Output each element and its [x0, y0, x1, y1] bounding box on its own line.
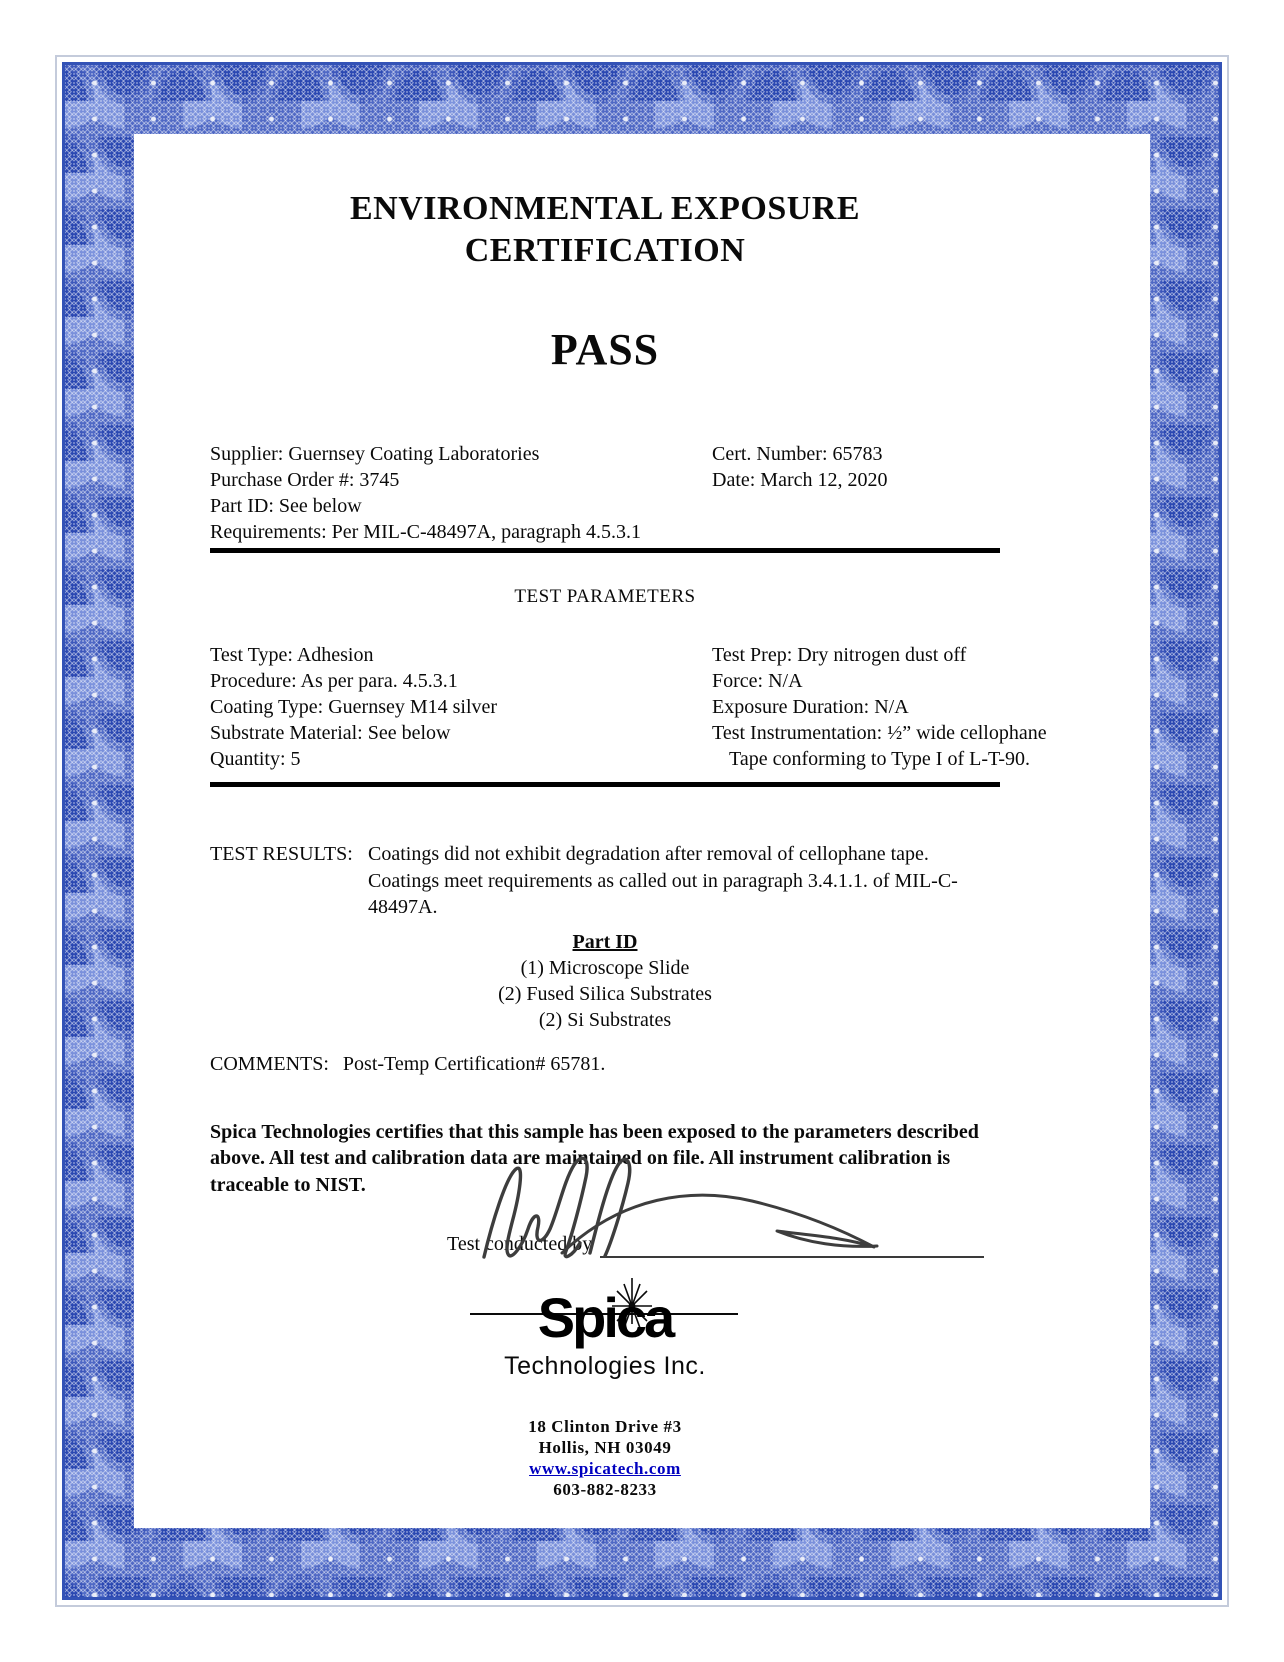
date-line: Date: March 12, 2020 [712, 469, 888, 492]
address-block [210, 1416, 1000, 1500]
signature-scribble [422, 1151, 892, 1266]
force-line: Force: N/A [712, 670, 803, 693]
part-id-line: Part ID: See below [210, 495, 362, 518]
parameters-right-column [712, 642, 1047, 772]
substrate-material-line: Substrate Material: See below [210, 722, 451, 745]
logo-subtitle: Technologies Inc. [504, 1352, 706, 1381]
document-column [134, 134, 1047, 1500]
exposure-duration-line: Exposure Duration: N/A [712, 696, 909, 719]
part-id-item: (2) Si Substrates [538, 1008, 672, 1031]
guilloche-border [62, 62, 1222, 1600]
tape-conforming-line: Tape conforming to Type I of L-T-90. [729, 748, 1031, 771]
info-right-column [712, 441, 888, 493]
comments-row [210, 1051, 1000, 1077]
requirements-line: Requirements: Per MIL-C-48497A, paragraph 4.5.3.1 [210, 521, 642, 544]
coating-type-line: Coating Type: Guernsey M14 silver [210, 696, 498, 719]
test-prep-line: Test Prep: Dry nitrogen dust off [712, 644, 967, 667]
info-block [210, 441, 1000, 553]
comments-text: Post-Temp Certification# 65781. [342, 1052, 606, 1075]
test-type-line: Test Type: Adhesion [210, 644, 374, 667]
certification-statement: Spica Technologies certifies that this sample has been exposed to the parameters described above. All test and calibration data are maintained on file. All instrument calibration is traceable to NIST. [210, 1120, 979, 1196]
test-instrumentation-line: Test Instrumentation: ½” wide cellophane [712, 722, 1047, 745]
test-results-row [210, 841, 1000, 921]
pass-status: PASS [550, 325, 660, 375]
part-id-item: (2) Fused Silica Substrates [498, 982, 712, 1005]
spica-logo [500, 1286, 710, 1390]
cert-number-line: Cert. Number: 65783 [712, 443, 883, 466]
website-link[interactable]: www.spicatech.com [529, 1459, 681, 1479]
quantity-line: Quantity: 5 [210, 748, 301, 771]
address-city: Hollis, NH 03049 [538, 1438, 672, 1458]
signature-row [210, 1230, 1000, 1260]
address-street: 18 Clinton Drive #3 [528, 1417, 682, 1437]
part-id-heading: Part ID [572, 930, 638, 953]
test-parameters-heading: TEST PARAMETERS [514, 586, 696, 608]
supplier-line: Supplier: Guernsey Coating Laboratories [210, 443, 540, 466]
test-conducted-by-label: Test conducted by [447, 1233, 593, 1256]
phone-number: 603-882-8233 [553, 1480, 657, 1500]
part-id-item: (1) Microscope Slide [520, 956, 690, 979]
section-divider [210, 782, 1000, 787]
certificate-body [134, 134, 1150, 1528]
part-id-list [210, 955, 1000, 1033]
logo-name: Spica [537, 1286, 673, 1350]
test-parameters-block [210, 642, 1050, 772]
purchase-order-line: Purchase Order #: 3745 [210, 469, 400, 492]
title-line-2: CERTIFICATION [464, 232, 746, 270]
comments-label: COMMENTS: [210, 1052, 329, 1075]
procedure-line: Procedure: As per para. 4.5.3.1 [210, 670, 458, 693]
page-title [210, 188, 1000, 272]
title-line-1: ENVIRONMENTAL EXPOSURE [349, 190, 861, 227]
test-results-text: Coatings did not exhibit degradation after removal of cellophane tape. Coatings meet requirements as called out in paragraph 3.4.1.1. of MIL-C-48497A. [368, 843, 958, 919]
test-results-label: TEST RESULTS: [210, 843, 353, 866]
